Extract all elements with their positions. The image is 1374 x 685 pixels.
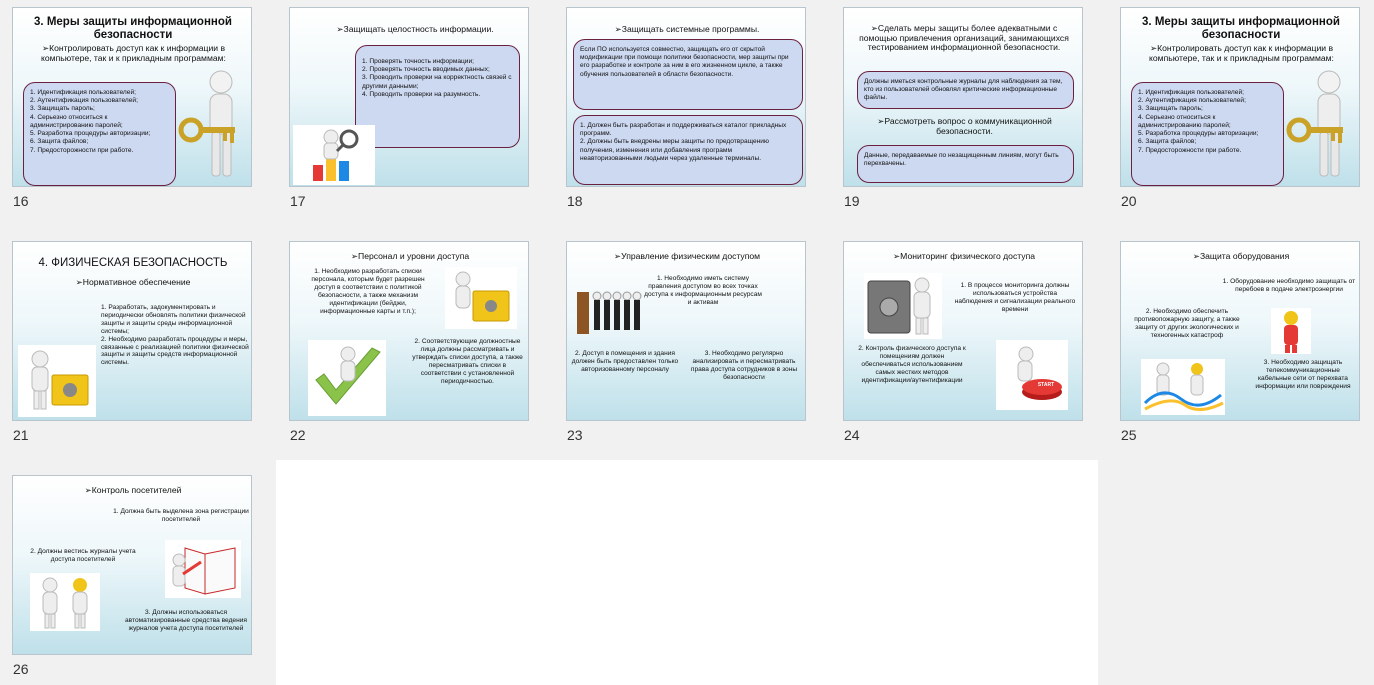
checkmark-person-illustration	[308, 340, 386, 416]
slide-subtitle: ➢Рассмотреть вопрос о коммуникационной безопасности.	[877, 116, 1052, 136]
visitors-illustration	[30, 573, 100, 631]
slide-thumbnail-18[interactable]	[566, 7, 806, 187]
slide-text-box-1: Должны иметься контрольные журналы для наблюдения за тем, кто из пользователей обновлял критические информационные файлы.	[857, 71, 1074, 109]
magnifier-person-illustration	[293, 125, 375, 185]
slide-body-text-2: 2. Доступ в помещения и здания должен быть предоставлен только авторизованному персоналу	[571, 350, 679, 373]
slide-thumbnail-17[interactable]	[289, 7, 529, 187]
slide-body-text-3: 3. Необходимо регулярно анализировать и пересматривать права доступа сотрудников в зоны безопасности	[690, 350, 798, 381]
folder-person-illustration	[18, 345, 96, 417]
key-person-illustration	[1281, 68, 1356, 183]
slide-body-text-1: 1. Необходимо разработать списки персонала, которым будет разрешен доступ в соответствии с политикой безопасности, а также механизм идентификации (бейджи, информационные карты и т.п.);	[311, 268, 425, 315]
slide-title: 3. Меры защиты информационной безопасности	[1142, 16, 1340, 41]
slide-title: ➢Сделать меры защиты более адекватными с помощью привлечения организаций, занимающихся тестированием информационной безопасности.	[859, 23, 1069, 53]
slide-list-box: 1. Проверять точность информации; 2. Проверять точность вводимых данных; 3. Проводить проверки на корректность связей с другими данными; 4. Проводить проверки на разумность.	[355, 45, 520, 148]
slide-thumbnail-20[interactable]	[1120, 7, 1360, 187]
slide-title: 4. ФИЗИЧЕСКАЯ БЕЗОПАСНОСТЬ	[38, 257, 228, 269]
slide-thumbnail-16[interactable]	[12, 7, 252, 187]
slide-number: 26	[13, 661, 29, 677]
slide-title: ➢Управление физическим доступом	[613, 251, 761, 261]
slide-title: 3. Меры защиты информационной безопасности	[34, 16, 232, 41]
slide-thumbnail-19[interactable]	[843, 7, 1083, 187]
slide-title: ➢Персонал и уровни доступа	[350, 251, 470, 261]
slide-number: 22	[290, 427, 306, 443]
slide-number: 20	[1121, 193, 1137, 209]
slide-body-text: 1. Разработать, задокументировать и периодически обновлять политики физической защиты и защиты среды информационной системы; 2. Необходимо разработать процедуры и меры, связанные с реализацией политики физической защиты и защиты средств информационной системы.	[101, 304, 249, 367]
slide-thumbnail-23[interactable]	[566, 241, 806, 421]
book-person-illustration	[165, 540, 241, 598]
slide-title: ➢Контроль посетителей	[84, 485, 182, 495]
slide-body-text-1: 1. В процессе мониторинга должны использоваться устройства наблюдения и сигнализации реального времени	[954, 282, 1076, 313]
start-button-illustration	[996, 340, 1068, 410]
start-button-label: START	[1037, 382, 1055, 388]
slide-body-text-2: 2. Соответствующие должностные лица должны рассматривать и утверждать списки доступа, а также пересматривать списки в соответствии с установленной периодичностью.	[412, 338, 523, 385]
folder-person-illustration	[445, 267, 517, 329]
empty-canvas-area	[276, 460, 1098, 685]
slide-body-text-1: 1. Должна быть выделена зона регистрации посетителей	[113, 508, 249, 523]
slide-number: 24	[844, 427, 860, 443]
slide-body-text-2: 2. Необходимо обеспечить противопожарную защиту, а также защиту от других экологических и техногенных катастроф	[1134, 308, 1240, 339]
slide-thumbnail-21[interactable]	[12, 241, 252, 421]
slide-text-box-2: Данные, передаваемые по незащищенным линиям, могут быть перехвачены.	[857, 145, 1074, 183]
safe-person-illustration	[864, 273, 942, 339]
slide-body-text-3: 3. Необходимо защищать телекоммуникационные кабельные сети от перехвата информации или повреждения	[1255, 359, 1351, 390]
slide-body-text-2: 2. Должны вестись журналы учета доступа посетителей	[30, 548, 136, 563]
slide-number: 16	[13, 193, 29, 209]
slide-thumbnail-25[interactable]	[1120, 241, 1360, 421]
slide-body-text-2: 2. Контроль физического доступа к помещениям должен обеспечиваться использованием самых жестких методов идентификации/аутентификации	[858, 345, 966, 384]
slide-number: 25	[1121, 427, 1137, 443]
slide-number: 19	[844, 193, 860, 209]
slide-number: 23	[567, 427, 583, 443]
slide-number: 17	[290, 193, 306, 209]
slide-title: ➢Мониторинг физического доступа	[892, 251, 1035, 261]
slide-body-text-3: 3. Должны использоваться автоматизированные средства ведения журналов учета доступа посетителей	[125, 609, 247, 632]
queue-people-illustration	[575, 286, 645, 338]
slide-title: ➢Защита оборудования	[1192, 251, 1290, 261]
slide-subtitle: ➢Контролировать доступ как к информации в компьютере, так и к прикладным программам:	[1149, 43, 1334, 63]
key-person-illustration	[173, 68, 248, 183]
slide-text-box-1: Если ПО используется совместно, защищать его от скрытой модификации при помощи политики безопасности, мер защиты при его разработке и контроле за ним в его жизненном цикле, а также обучения пользователей в области безопасности.	[573, 39, 803, 110]
slide-list-box: 1. Идентификация пользователей; 2. Аутентификация пользователей; 3. Защищать пароль; 4. Серьезно относиться к администрированию паролей; 5. Разработка процедуры авторизации; 6. Защита файлов; 7. Предосторожности при работе.	[23, 82, 176, 186]
cable-people-illustration	[1141, 359, 1225, 415]
slide-body-text-1: 1. Необходимо иметь систему правления доступом во всех точках доступа к информационным ресурсам и активам	[644, 275, 762, 306]
slide-number: 18	[567, 193, 583, 209]
slide-thumbnail-22[interactable]	[289, 241, 529, 421]
slide-title: ➢Защищать целостность информации.	[336, 24, 494, 34]
slide-text-box-2: 1. Должен быть разработан и поддерживаться каталог прикладных программ. 2. Должны быть внедрены меры защиты по предотвращению получения, изменения или добавления программ неавторизованными людьми через удаленные терминалы.	[573, 115, 803, 185]
slide-body-text-1: 1. Оборудование необходимо защищать от перебоев в подаче электроэнергии	[1222, 278, 1356, 293]
slide-subtitle: ➢Нормативное обеспечение	[75, 277, 191, 287]
slide-title: ➢Защищать системные программы.	[614, 24, 760, 34]
slide-thumbnail-24[interactable]	[843, 241, 1083, 421]
slide-number: 21	[13, 427, 29, 443]
firefighter-illustration	[1271, 308, 1311, 354]
slide-thumbnail-26[interactable]	[12, 475, 252, 655]
slide-subtitle: ➢Контролировать доступ как к информации в компьютере, так и к прикладным программам:	[41, 43, 226, 63]
slide-list-box: 1. Идентификация пользователей; 2. Аутентификация пользователей; 3. Защищать пароль; 4. Серьезно относиться к администрированию паролей; 5. Разработка процедуры авторизации; 6. Защита файлов; 7. Предосторожности при работе.	[1131, 82, 1284, 186]
